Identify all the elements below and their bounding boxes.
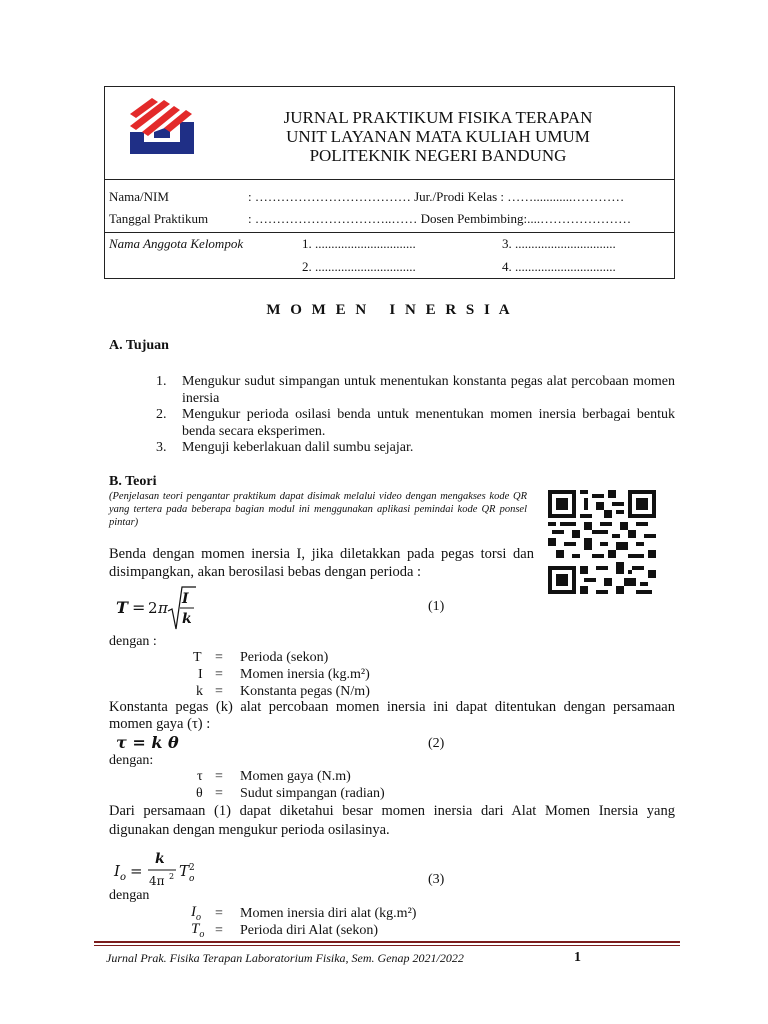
dengan-label: dengan : <box>109 634 157 649</box>
nama-field[interactable]: : ……………………………… Jur./Prodi Kelas : ……............………… <box>248 189 625 204</box>
member-field-1[interactable]: 1. ............................... <box>302 236 416 251</box>
list-item: Mengukur sudut simpangan untuk menentukan konstanta pegas alat percobaan momen inersia <box>182 374 675 406</box>
member-field-3[interactable]: 3. ............................... <box>502 236 616 251</box>
equals: = <box>215 906 223 921</box>
paragraph: Dari persamaan (1) dapat diketahui besar momen inersia dari Alat Momen Inersia yang digunakan dengan mengukur perioda osilasinya. <box>109 803 675 838</box>
equals: = <box>215 667 223 682</box>
symbol: θ <box>196 786 203 801</box>
equals: = <box>215 923 223 938</box>
header-title-line: POLITEKNIK NEGERI BANDUNG <box>309 146 567 165</box>
header-divider <box>104 232 675 233</box>
nama-label: Nama/NIM <box>109 189 169 204</box>
footer-text: Jurnal Prak. Fisika Terapan Laboratorium Fisika, Sem. Genap 2021/2022 <box>106 951 464 965</box>
list-number: 1. <box>156 374 167 389</box>
qr-note: (Penjelasan teori pengantar praktikum dapat disimak melalui video dengan mengakses kode QR yang tertera pada beberapa bagian modul ini menggunakan aplikasi pemindai kode QR ponsel pintar) <box>109 491 527 528</box>
equation-2 <box>114 733 194 753</box>
equation-number: (3) <box>428 872 445 887</box>
symbol-io: $I_o$ <box>191 904 201 923</box>
equation-number: (1) <box>428 599 445 614</box>
equals: = <box>215 650 223 665</box>
header-title-line: UNIT LAYANAN MATA KULIAH UMUM <box>286 127 590 146</box>
svg-text:T: T <box>116 598 128 617</box>
svg-text:τ = k θ: τ = k θ <box>116 733 179 752</box>
definition: Momen inersia diri alat (kg.m²) <box>240 906 417 921</box>
list-item: Mengukur perioda osilasi benda untuk menentukan momen inersia berbagai bentuk benda secara eksperimen. <box>182 407 675 439</box>
paragraph: Konstanta pegas (k) alat percobaan momen inersia ini dapat ditentukan dengan persamaan momen gaya (τ) : <box>109 699 675 732</box>
symbol-to: $T_o$ <box>191 921 205 940</box>
svg-text:π: π <box>158 599 168 617</box>
svg-text:I: I <box>114 862 120 880</box>
list-number: 3. <box>156 440 167 455</box>
svg-text:=: = <box>130 862 143 880</box>
symbol: I <box>198 667 203 682</box>
member-field-2[interactable]: 2. ............................... <box>302 259 416 274</box>
section-b-heading: B. Teori <box>109 474 157 489</box>
members-label: Nama Anggota Kelompok <box>109 236 244 251</box>
polban-logo <box>124 92 200 164</box>
svg-text:2: 2 <box>148 599 158 617</box>
header-title-line: JURNAL PRAKTIKUM FISIKA TERAPAN <box>283 108 593 127</box>
svg-text:k: k <box>182 611 192 627</box>
qr-code[interactable] <box>548 490 656 594</box>
svg-text:o: o <box>120 872 127 883</box>
equals: = <box>215 786 223 801</box>
definition: Sudut simpangan (radian) <box>240 786 385 801</box>
equation-1 <box>112 585 202 633</box>
svg-text:2: 2 <box>169 872 175 881</box>
equals: = <box>215 684 223 699</box>
svg-text:2: 2 <box>189 863 195 873</box>
svg-text:k: k <box>155 851 165 867</box>
tanggal-field[interactable]: : …………………………..…… Dosen Pembimbing:....………………… <box>248 211 632 226</box>
paragraph: Benda dengan momen inersia I, jika diletakkan pada pegas torsi dan disimpangkan, akan berosilasi bebas dengan perioda : <box>109 546 534 580</box>
footer-rule <box>94 945 680 946</box>
footer-rule <box>94 941 680 943</box>
svg-text:4π: 4π <box>149 874 165 888</box>
definition: Momen gaya (N.m) <box>240 769 351 784</box>
svg-text:o: o <box>189 874 195 884</box>
definition: Konstanta pegas (N/m) <box>240 684 370 699</box>
section-a-heading: A. Tujuan <box>109 338 169 353</box>
member-field-4[interactable]: 4. ............................... <box>502 259 616 274</box>
equals: = <box>215 769 223 784</box>
list-number: 2. <box>156 407 167 422</box>
header-divider <box>104 179 675 180</box>
dengan-label: dengan <box>109 888 150 903</box>
definition: Momen inersia (kg.m²) <box>240 667 370 682</box>
definition: Perioda diri Alat (sekon) <box>240 923 379 938</box>
symbol: τ <box>197 769 203 784</box>
symbol: T <box>193 650 202 665</box>
dengan-label: dengan: <box>109 753 154 768</box>
definition: Perioda (sekon) <box>240 650 329 665</box>
list-item: Menguji keberlakuan dalil sumbu sejajar. <box>182 440 414 455</box>
svg-text:=: = <box>132 598 146 617</box>
svg-text:I: I <box>182 591 189 607</box>
symbol: k <box>196 684 203 699</box>
svg-text:T: T <box>179 862 190 880</box>
page-number: 1 <box>574 950 581 965</box>
equation-number: (2) <box>428 736 445 751</box>
document-title: M O M E N I N E R S I A <box>266 302 513 318</box>
tanggal-label: Tanggal Praktikum <box>109 211 209 226</box>
